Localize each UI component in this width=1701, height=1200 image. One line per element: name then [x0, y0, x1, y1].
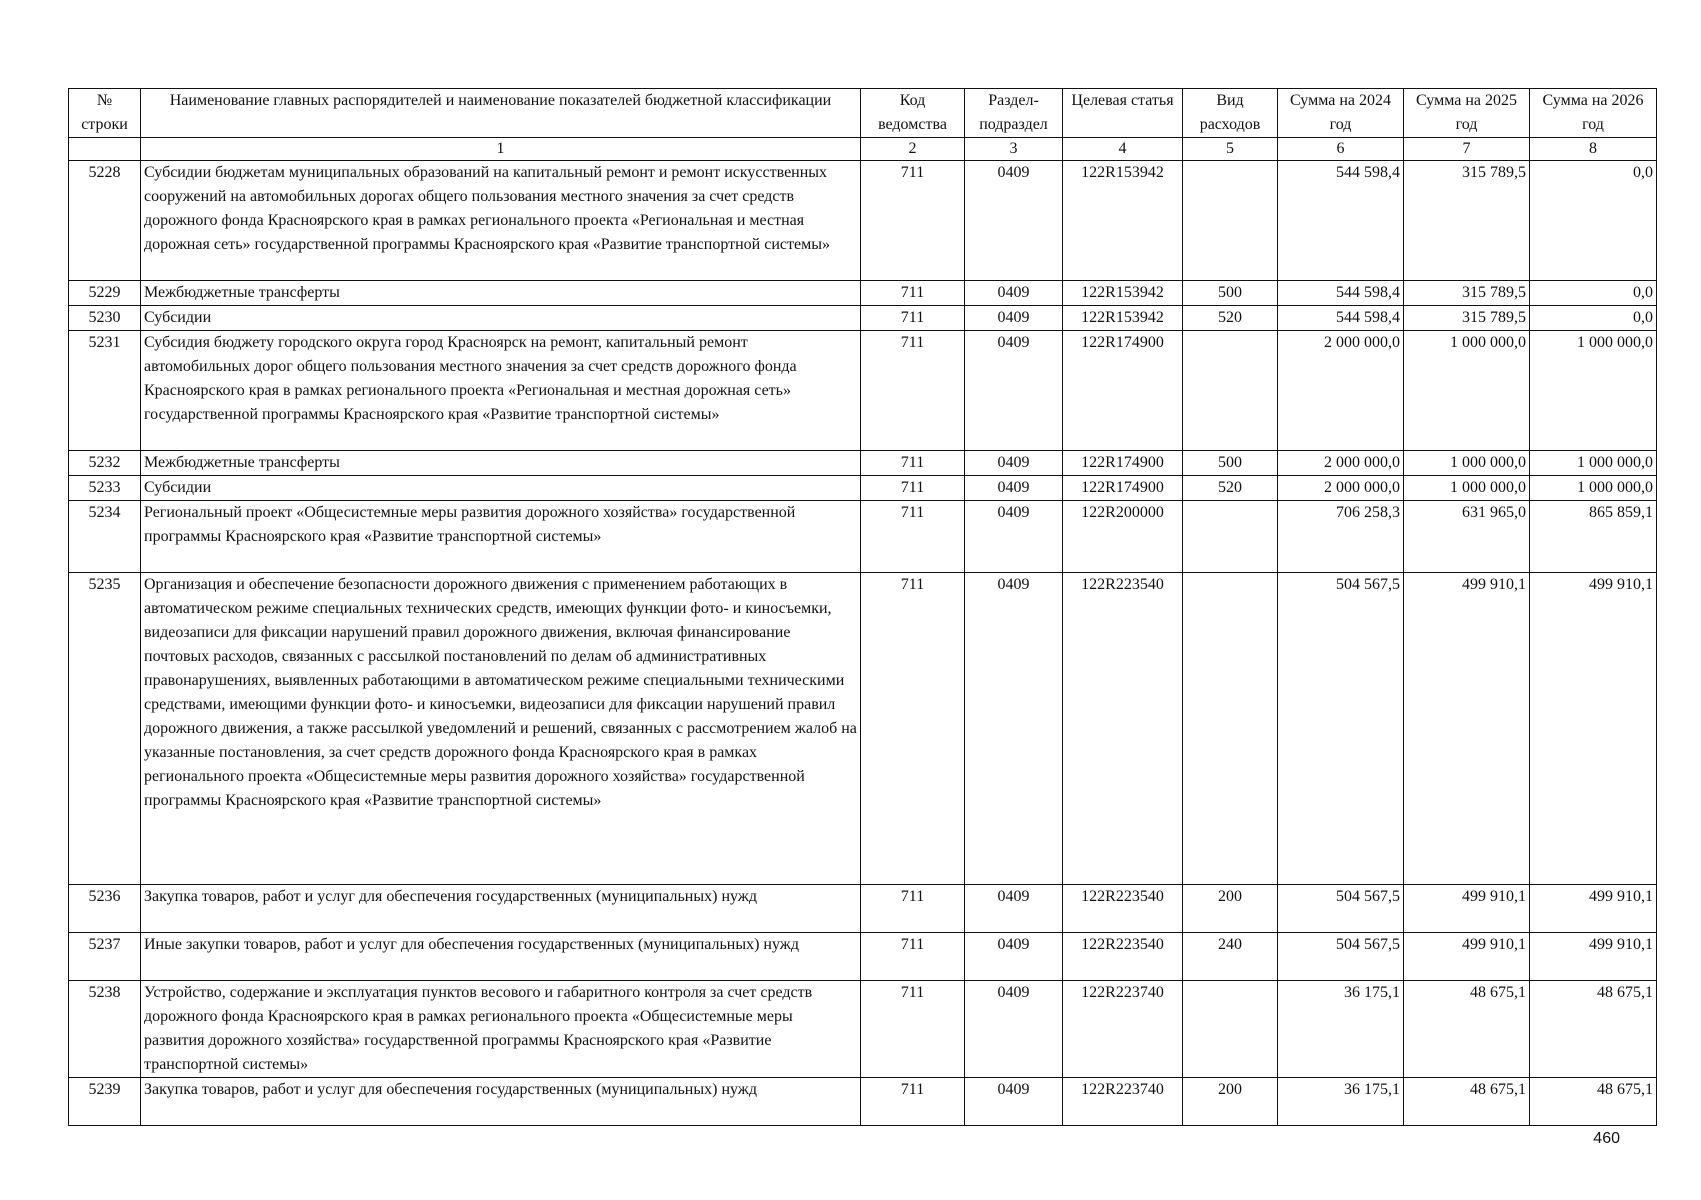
table-row	[69, 885, 1657, 933]
dept-code-cell: 711	[861, 501, 965, 573]
expense-type-cell: 500	[1183, 451, 1278, 476]
target-article-cell: 122R174900	[1063, 331, 1183, 451]
section-cell: 0409	[965, 281, 1063, 306]
sum-2026-cell: 0,0	[1530, 306, 1657, 331]
dept-code-cell: 711	[861, 281, 965, 306]
header-row	[69, 89, 1657, 138]
row-number-cell: 5229	[69, 281, 141, 306]
row-name-cell: Иные закупки товаров, работ и услуг для обеспечения государственных (муниципальных) нужд	[141, 933, 861, 981]
row-number-cell: 5239	[69, 1078, 141, 1126]
table-row	[69, 476, 1657, 501]
dept-code-cell: 711	[861, 981, 965, 1078]
table-row	[69, 1078, 1657, 1126]
section-cell: 0409	[965, 981, 1063, 1078]
target-article-cell: 122R223540	[1063, 885, 1183, 933]
table-row	[69, 161, 1657, 281]
section-cell: 0409	[965, 573, 1063, 885]
row-name-cell: Субсидии	[141, 476, 861, 501]
expense-type-cell: 200	[1183, 885, 1278, 933]
column-number: 2	[861, 138, 965, 161]
expense-type-cell: 520	[1183, 306, 1278, 331]
row-number-cell: 5235	[69, 573, 141, 885]
table-row	[69, 306, 1657, 331]
column-number: 8	[1530, 138, 1657, 161]
table-row	[69, 281, 1657, 306]
header-dept-code: Код ведомства	[861, 89, 965, 138]
sum-2025-cell: 631 965,0	[1404, 501, 1530, 573]
sum-2026-cell: 0,0	[1530, 161, 1657, 281]
target-article-cell: 122R223740	[1063, 981, 1183, 1078]
expense-type-cell	[1183, 501, 1278, 573]
row-number-cell: 5237	[69, 933, 141, 981]
sum-2026-cell: 499 910,1	[1530, 885, 1657, 933]
sum-2025-cell: 315 789,5	[1404, 306, 1530, 331]
section-cell: 0409	[965, 451, 1063, 476]
expense-type-cell	[1183, 331, 1278, 451]
sum-2024-cell: 544 598,4	[1278, 161, 1404, 281]
header-row-no: № строки	[69, 89, 141, 138]
target-article-cell: 122R153942	[1063, 306, 1183, 331]
row-number-cell: 5234	[69, 501, 141, 573]
sum-2025-cell: 48 675,1	[1404, 1078, 1530, 1126]
header-exp-type: Вид расходов	[1183, 89, 1278, 138]
column-number: 4	[1063, 138, 1183, 161]
dept-code-cell: 711	[861, 933, 965, 981]
target-article-cell: 122R200000	[1063, 501, 1183, 573]
row-name-cell: Межбюджетные трансферты	[141, 281, 861, 306]
sum-2024-cell: 2 000 000,0	[1278, 451, 1404, 476]
sum-2026-cell: 1 000 000,0	[1530, 451, 1657, 476]
row-name-cell: Региональный проект «Общесистемные меры развития дорожного хозяйства» государственной программы Красноярского края «Развитие транспортной системы»	[141, 501, 861, 573]
expense-type-cell	[1183, 981, 1278, 1078]
sum-2024-cell: 544 598,4	[1278, 306, 1404, 331]
row-number-cell: 5238	[69, 981, 141, 1078]
header-sum-2025: Сумма на 2025 год	[1404, 89, 1530, 138]
table-row	[69, 331, 1657, 451]
header-sum-2024: Сумма на 2024 год	[1278, 89, 1404, 138]
target-article-cell: 122R223740	[1063, 1078, 1183, 1126]
header-section: Раздел-подраздел	[965, 89, 1063, 138]
column-number-row	[69, 138, 1657, 161]
sum-2025-cell: 1 000 000,0	[1404, 331, 1530, 451]
sum-2025-cell: 315 789,5	[1404, 281, 1530, 306]
section-cell: 0409	[965, 161, 1063, 281]
row-name-cell: Межбюджетные трансферты	[141, 451, 861, 476]
row-name-cell: Субсидия бюджету городского округа город Красноярск на ремонт, капитальный ремонт автомобильных дорог общего пользования местного значения за счет средств дорожного фонда Красноярского края в рамках регионального проекта «Региональная и местная дорожная сеть» государственной программы Красноярского края «Развитие транспортной системы»	[141, 331, 861, 451]
dept-code-cell: 711	[861, 573, 965, 885]
row-name-cell: Организация и обеспечение безопасности дорожного движения с применением работающих в автоматическом режиме специальных технических средств, имеющих функции фото- и киносъемки, видеозаписи для фиксации нарушений правил дорожного движения, включая финансирование почтовых расходов, связанных с рассылкой постановлений по делам об административных правонарушениях, выявленных работающими в автоматическом режиме специальными техническими средствами, имеющими функции фото- и киносъемки, видеозаписи для фиксации нарушений правил дорожного движения, а также рассылкой уведомлений и решений, связанных с рассмотрением жалоб на указанные постановления, за счет средств дорожного фонда Красноярского края в рамках регионального проекта «Общесистемные меры развития дорожного хозяйства» государственной программы Красноярского края «Развитие транспортной системы»	[141, 573, 861, 885]
target-article-cell: 122R223540	[1063, 933, 1183, 981]
sum-2024-cell: 504 567,5	[1278, 933, 1404, 981]
table-row	[69, 933, 1657, 981]
dept-code-cell: 711	[861, 306, 965, 331]
row-number-cell: 5230	[69, 306, 141, 331]
target-article-cell: 122R153942	[1063, 281, 1183, 306]
row-name-cell: Субсидии	[141, 306, 861, 331]
sum-2024-cell: 2 000 000,0	[1278, 476, 1404, 501]
column-number: 3	[965, 138, 1063, 161]
table-row	[69, 501, 1657, 573]
column-number-blank	[69, 138, 141, 161]
section-cell: 0409	[965, 1078, 1063, 1126]
section-cell: 0409	[965, 933, 1063, 981]
sum-2026-cell: 499 910,1	[1530, 573, 1657, 885]
section-cell: 0409	[965, 331, 1063, 451]
target-article-cell: 122R153942	[1063, 161, 1183, 281]
sum-2026-cell: 0,0	[1530, 281, 1657, 306]
page-number: 460	[1593, 1130, 1620, 1147]
sum-2024-cell: 504 567,5	[1278, 573, 1404, 885]
dept-code-cell: 711	[861, 476, 965, 501]
column-number: 6	[1278, 138, 1404, 161]
section-cell: 0409	[965, 501, 1063, 573]
header-name: Наименование главных распорядителей и наименование показателей бюджетной классификации	[141, 89, 861, 138]
row-name-cell: Субсидии бюджетам муниципальных образований на капитальный ремонт и ремонт искусственных сооружений на автомобильных дорогах общего пользования местного значения за счет средств дорожного фонда Красноярского края в рамках регионального проекта «Региональная и местная дорожная сеть» государственной программы Красноярского края «Развитие транспортной системы»	[141, 161, 861, 281]
header-sum-2026: Сумма на 2026 год	[1530, 89, 1657, 138]
table-body	[69, 161, 1657, 1126]
sum-2024-cell: 706 258,3	[1278, 501, 1404, 573]
dept-code-cell: 711	[861, 885, 965, 933]
header-target: Целевая статья	[1063, 89, 1183, 138]
sum-2025-cell: 1 000 000,0	[1404, 451, 1530, 476]
sum-2025-cell: 499 910,1	[1404, 573, 1530, 885]
dept-code-cell: 711	[861, 1078, 965, 1126]
dept-code-cell: 711	[861, 161, 965, 281]
section-cell: 0409	[965, 476, 1063, 501]
sum-2024-cell: 36 175,1	[1278, 1078, 1404, 1126]
sum-2026-cell: 48 675,1	[1530, 981, 1657, 1078]
column-number: 7	[1404, 138, 1530, 161]
expense-type-cell: 520	[1183, 476, 1278, 501]
sum-2025-cell: 315 789,5	[1404, 161, 1530, 281]
sum-2025-cell: 499 910,1	[1404, 885, 1530, 933]
expense-type-cell	[1183, 161, 1278, 281]
section-cell: 0409	[965, 885, 1063, 933]
table-row	[69, 573, 1657, 885]
column-number: 5	[1183, 138, 1278, 161]
section-cell: 0409	[965, 306, 1063, 331]
sum-2025-cell: 1 000 000,0	[1404, 476, 1530, 501]
row-number-cell: 5233	[69, 476, 141, 501]
sum-2026-cell: 865 859,1	[1530, 501, 1657, 573]
row-name-cell: Устройство, содержание и эксплуатация пунктов весового и габаритного контроля за счет средств дорожного фонда Красноярского края в рамках регионального проекта «Общесистемные меры развития дорожного хозяйства» государственной программы Красноярского края «Развитие транспортной системы»	[141, 981, 861, 1078]
dept-code-cell: 711	[861, 331, 965, 451]
row-name-cell: Закупка товаров, работ и услуг для обеспечения государственных (муниципальных) нужд	[141, 1078, 861, 1126]
sum-2025-cell: 499 910,1	[1404, 933, 1530, 981]
expense-type-cell	[1183, 573, 1278, 885]
expense-type-cell: 200	[1183, 1078, 1278, 1126]
expense-type-cell: 240	[1183, 933, 1278, 981]
sum-2024-cell: 36 175,1	[1278, 981, 1404, 1078]
sum-2025-cell: 48 675,1	[1404, 981, 1530, 1078]
sum-2026-cell: 499 910,1	[1530, 933, 1657, 981]
row-number-cell: 5231	[69, 331, 141, 451]
sum-2024-cell: 2 000 000,0	[1278, 331, 1404, 451]
sum-2026-cell: 48 675,1	[1530, 1078, 1657, 1126]
sum-2024-cell: 544 598,4	[1278, 281, 1404, 306]
row-number-cell: 5232	[69, 451, 141, 476]
target-article-cell: 122R174900	[1063, 451, 1183, 476]
sum-2026-cell: 1 000 000,0	[1530, 476, 1657, 501]
budget-table	[68, 88, 1657, 1126]
row-number-cell: 5236	[69, 885, 141, 933]
row-number-cell: 5228	[69, 161, 141, 281]
column-number: 1	[141, 138, 861, 161]
sum-2026-cell: 1 000 000,0	[1530, 331, 1657, 451]
sum-2024-cell: 504 567,5	[1278, 885, 1404, 933]
target-article-cell: 122R223540	[1063, 573, 1183, 885]
table-row	[69, 451, 1657, 476]
row-name-cell: Закупка товаров, работ и услуг для обеспечения государственных (муниципальных) нужд	[141, 885, 861, 933]
table-row	[69, 981, 1657, 1078]
dept-code-cell: 711	[861, 451, 965, 476]
target-article-cell: 122R174900	[1063, 476, 1183, 501]
expense-type-cell: 500	[1183, 281, 1278, 306]
